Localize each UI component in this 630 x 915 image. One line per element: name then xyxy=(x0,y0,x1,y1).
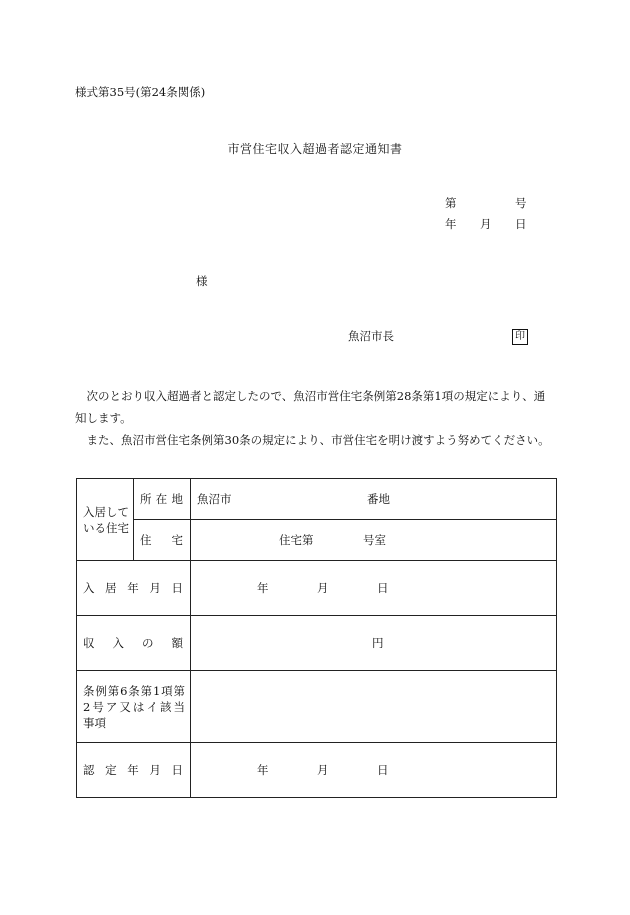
label-char: 住 xyxy=(140,533,152,547)
residence-label xyxy=(77,479,134,561)
label-char: 年 xyxy=(127,763,139,777)
location-value: 魚沼市 xyxy=(197,492,232,506)
label-char: の xyxy=(142,636,154,650)
seal-mark: 印 xyxy=(512,329,528,345)
house-value-cell xyxy=(191,520,557,561)
house-label xyxy=(134,520,191,561)
date-day: 日 xyxy=(377,763,389,777)
table-row xyxy=(77,671,557,743)
label-char: 入 xyxy=(83,581,95,595)
label-char: 月 xyxy=(149,581,161,595)
label-char: 所 xyxy=(140,492,152,506)
ref-go: 号 xyxy=(515,196,527,210)
label-char: 定 xyxy=(105,763,117,777)
date-year: 年 xyxy=(257,581,269,595)
notice-paragraph-1: 次のとおり収入超過者と認定したので、魚沼市営住宅条例第28条第1項の規定により、通知します。 xyxy=(75,389,546,425)
addressee-suffix: 様 xyxy=(196,274,208,288)
label-char: 年 xyxy=(127,581,139,595)
date-day: 日 xyxy=(377,581,389,595)
clause-label-line-3: 事項 xyxy=(83,715,106,730)
date-year: 年 xyxy=(445,217,457,231)
label-char: 月 xyxy=(149,763,161,777)
move-in-label xyxy=(77,561,191,616)
date-month: 月 xyxy=(317,763,329,777)
house-value: 住宅第 xyxy=(279,533,314,547)
info-table xyxy=(76,478,557,798)
room-label: 号室 xyxy=(363,533,386,547)
clause-value-cell xyxy=(191,671,557,743)
residence-label-line-2: いる住宅 xyxy=(83,520,129,535)
move-in-value-cell xyxy=(191,561,557,616)
yen-label: 円 xyxy=(372,636,384,650)
notice-paragraph-2: また、魚沼市営住宅条例第30条の規定により、市営住宅を明け渡すよう努めてください。 xyxy=(86,433,550,447)
income-label xyxy=(77,616,191,671)
table-row xyxy=(77,479,557,520)
issuer-title: 魚沼市長 xyxy=(348,329,394,343)
notice-body xyxy=(75,385,555,451)
table-row xyxy=(77,561,557,616)
table-row xyxy=(77,616,557,671)
label-char: 日 xyxy=(171,581,183,595)
location-value-cell xyxy=(191,479,557,520)
label-char: 額 xyxy=(171,636,183,650)
clause-label-line-1: 条例第6条第1項第 xyxy=(83,683,185,698)
cert-date-value-cell xyxy=(191,743,557,798)
residence-label-line-1: 入居して xyxy=(83,504,129,519)
cert-date-label xyxy=(77,743,191,798)
form-number: 様式第35号(第24条関係) xyxy=(75,85,206,99)
clause-label xyxy=(77,671,191,743)
label-char: 在 xyxy=(155,492,168,506)
label-char: 入 xyxy=(112,636,124,650)
label-char: 収 xyxy=(83,636,95,650)
date-year: 年 xyxy=(257,763,269,777)
label-char: 地 xyxy=(171,492,183,506)
document-title: 市営住宅収入超過者認定通知書 xyxy=(227,142,403,156)
label-char: 認 xyxy=(83,763,95,777)
table-row xyxy=(77,743,557,798)
date-month: 月 xyxy=(317,581,329,595)
date-month: 月 xyxy=(480,217,492,231)
location-label xyxy=(134,479,191,520)
table-row xyxy=(77,520,557,561)
clause-label-line-2: 2号ア又はイ該当 xyxy=(83,699,185,714)
label-char: 居 xyxy=(105,581,117,595)
banchi-label: 番地 xyxy=(367,492,390,506)
ref-dai: 第 xyxy=(445,196,457,210)
label-char: 宅 xyxy=(171,533,183,547)
label-char: 日 xyxy=(171,763,183,777)
income-value-cell xyxy=(191,616,557,671)
date-day: 日 xyxy=(515,217,527,231)
